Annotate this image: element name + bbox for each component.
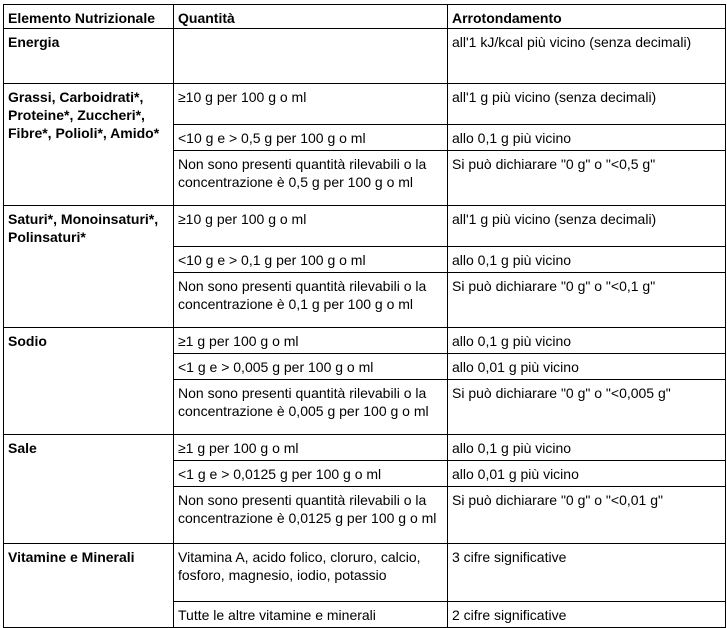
quantity-cell <box>174 29 448 84</box>
rounding-cell: all'1 g più vicino (senza decimali) <box>448 84 726 125</box>
nutrient-cell: Vitamine e Minerali <box>4 544 174 628</box>
table-row <box>4 206 726 247</box>
table-row <box>4 29 726 84</box>
nutrient-cell: Energia <box>4 29 174 84</box>
quantity-cell: Non sono presenti quantità rilevabili o la concentrazione è 0,005 g per 100 g o ml <box>174 380 448 435</box>
nutrition-rounding-table <box>3 4 726 628</box>
rounding-cell: 2 cifre significative <box>448 602 726 628</box>
quantity-cell: Vitamina A, acido folico, cloruro, calcio, fosforo, magnesio, iodio, potassio <box>174 544 448 602</box>
quantity-cell: <1 g e > 0,005 g per 100 g o ml <box>174 354 448 380</box>
header-quantity: Quantità <box>174 5 448 29</box>
quantity-cell: ≥1 g per 100 g o ml <box>174 328 448 354</box>
rounding-cell: allo 0,1 g più vicino <box>448 247 726 273</box>
quantity-cell: <1 g e > 0,0125 g per 100 g o ml <box>174 461 448 487</box>
nutrient-cell: Grassi, Carboidrati*, Proteine*, Zuccheri*, Fibre*, Polioli*, Amido* <box>4 84 174 206</box>
quantity-cell: Non sono presenti quantità rilevabili o la concentrazione è 0,1 g per 100 g o ml <box>174 273 448 328</box>
header-row <box>4 5 726 29</box>
nutrient-cell: Sale <box>4 435 174 544</box>
quantity-cell: Non sono presenti quantità rilevabili o la concentrazione è 0,5 g per 100 g o ml <box>174 151 448 206</box>
nutrient-cell: Saturi*, Monoinsaturi*, Polinsaturi* <box>4 206 174 328</box>
rounding-cell: allo 0,1 g più vicino <box>448 125 726 151</box>
rounding-cell: Si può dichiarare "0 g" o "<0,1 g" <box>448 273 726 328</box>
rounding-cell: all'1 g più vicino (senza decimali) <box>448 206 726 247</box>
rounding-cell: Si può dichiarare "0 g" o "<0,01 g" <box>448 487 726 544</box>
quantity-cell: <10 g e > 0,5 g per 100 g o ml <box>174 125 448 151</box>
table-row <box>4 435 726 461</box>
table-row <box>4 84 726 125</box>
header-nutrient: Elemento Nutrizionale <box>4 5 174 29</box>
quantity-cell: Tutte le altre vitamine e minerali <box>174 602 448 628</box>
rounding-cell: all'1 kJ/kcal più vicino (senza decimali) <box>448 29 726 84</box>
header-rounding: Arrotondamento <box>448 5 726 29</box>
table-row <box>4 544 726 602</box>
quantity-cell: ≥1 g per 100 g o ml <box>174 435 448 461</box>
quantity-cell: Non sono presenti quantità rilevabili o la concentrazione è 0,0125 g per 100 g o ml <box>174 487 448 544</box>
quantity-cell: ≥10 g per 100 g o ml <box>174 206 448 247</box>
rounding-cell: allo 0,01 g più vicino <box>448 461 726 487</box>
table-row <box>4 328 726 354</box>
quantity-cell: ≥10 g per 100 g o ml <box>174 84 448 125</box>
rounding-cell: allo 0,1 g più vicino <box>448 435 726 461</box>
quantity-cell: <10 g e > 0,1 g per 100 g o ml <box>174 247 448 273</box>
rounding-cell: 3 cifre significative <box>448 544 726 602</box>
rounding-cell: Si può dichiarare "0 g" o "<0,005 g" <box>448 380 726 435</box>
nutrient-cell: Sodio <box>4 328 174 435</box>
rounding-cell: allo 0,01 g più vicino <box>448 354 726 380</box>
rounding-cell: Si può dichiarare "0 g" o "<0,5 g" <box>448 151 726 206</box>
rounding-cell: allo 0,1 g più vicino <box>448 328 726 354</box>
